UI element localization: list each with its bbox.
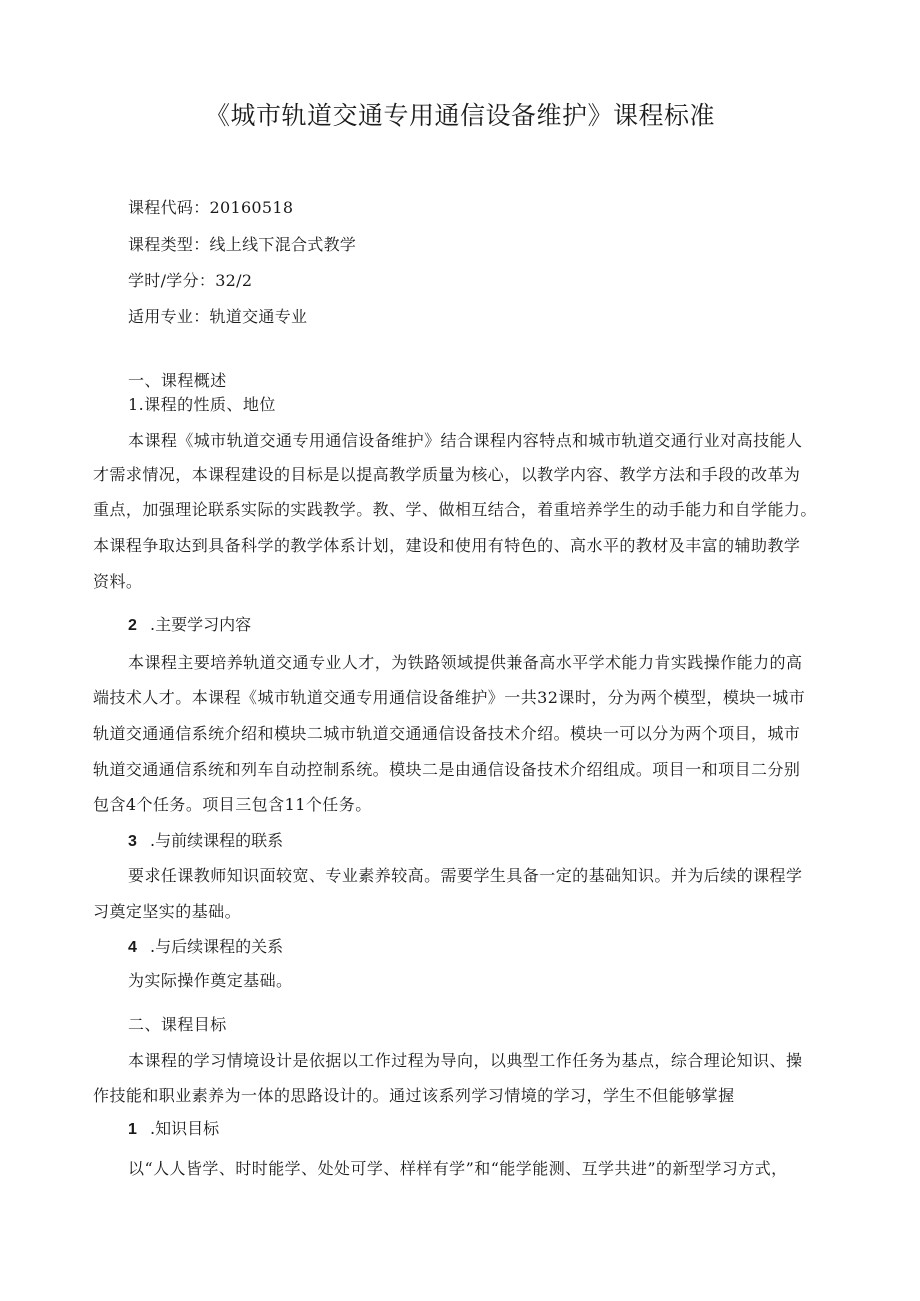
heading-text: .与前续课程的联系	[150, 831, 284, 850]
heading-number: 1	[128, 1121, 137, 1138]
heading-number: 2	[128, 617, 137, 634]
paragraph-line: 本课程争取达到具备科学的教学体系计划，建设和使用有特色的、高水平的教材及丰富的辅助教学	[93, 536, 801, 555]
heading-text: .与后续课程的关系	[150, 937, 284, 956]
course-code: 课程代码：20160518	[128, 198, 294, 217]
paragraph-line: 习奠定坚实的基础。	[93, 902, 242, 921]
course-hours: 学时/学分：32/2	[128, 271, 253, 290]
section-1-sub3-heading	[128, 828, 283, 851]
paragraph-line: 资料。	[93, 572, 143, 591]
paragraph-line: 本课程主要培养轨道交通专业人才，为铁路领域提供兼备高水平学术能力肯实践操作能力的高	[128, 653, 803, 672]
paragraph-line: 端技术人才。本课程《城市轨道交通专用通信设备维护》一共32课时，分为两个模型，模块一城市	[93, 688, 806, 707]
paragraph-line: 以“人人皆学、时时能学、处处可学、样样有学”和“能学能测、互学共进”的新型学习方式，	[128, 1159, 788, 1178]
page-title: 《城市轨道交通专用通信设备维护》课程标准	[204, 101, 715, 130]
paragraph-line: 要求任课教师知识面较宽、专业素养较高。需要学生具备一定的基础知识。并为后续的课程学	[128, 866, 803, 885]
section-1-sub2-heading	[128, 612, 251, 635]
heading-number: 4	[128, 939, 137, 956]
paragraph-line: 轨道交通通信系统介绍和模块二城市轨道交通通信设备技术介绍。模块一可以分为两个项目，城市	[93, 724, 801, 743]
paragraph-line: 才需求情况，本课程建设的目标是以提高教学质量为核心，以教学内容、教学方法和手段的改革为	[93, 465, 801, 484]
heading-number: 3	[128, 833, 137, 850]
section-1-sub4-heading	[128, 934, 283, 957]
paragraph-line: 包含4个任务。项目三包含11个任务。	[93, 795, 372, 814]
paragraph-line: 重点，加强理论联系实际的实践教学。教、学、做相互结合，着重培养学生的动手能力和自学能力。	[93, 500, 817, 519]
section-1-sub1-heading: 1.课程的性质、地位	[128, 395, 276, 414]
course-type: 课程类型：线上线下混合式教学	[128, 235, 357, 254]
paragraph-line: 本课程《城市轨道交通专用通信设备维护》结合课程内容特点和城市轨道交通行业对高技能人	[128, 431, 803, 450]
heading-text: .主要学习内容	[150, 615, 252, 634]
heading-text: .知识目标	[150, 1119, 220, 1138]
paragraph-line: 轨道交通通信系统和列车自动控制系统。模块二是由通信设备技术介绍组成。项目一和项目二分别	[93, 760, 801, 779]
paragraph-line: 作技能和职业素养为一体的思路设计的。通过该系列学习情境的学习，学生不但能够掌握	[93, 1086, 735, 1105]
section-2-sub1-heading	[128, 1116, 219, 1139]
course-major: 适用专业：轨道交通专业	[128, 307, 308, 326]
section-2-heading: 二、课程目标	[128, 1015, 227, 1034]
paragraph-line: 本课程的学习情境设计是依据以工作过程为导向，以典型工作任务为基点，综合理论知识、操	[128, 1051, 803, 1070]
paragraph-line: 为实际操作奠定基础。	[128, 971, 293, 990]
section-1-heading: 一、课程概述	[128, 371, 227, 390]
